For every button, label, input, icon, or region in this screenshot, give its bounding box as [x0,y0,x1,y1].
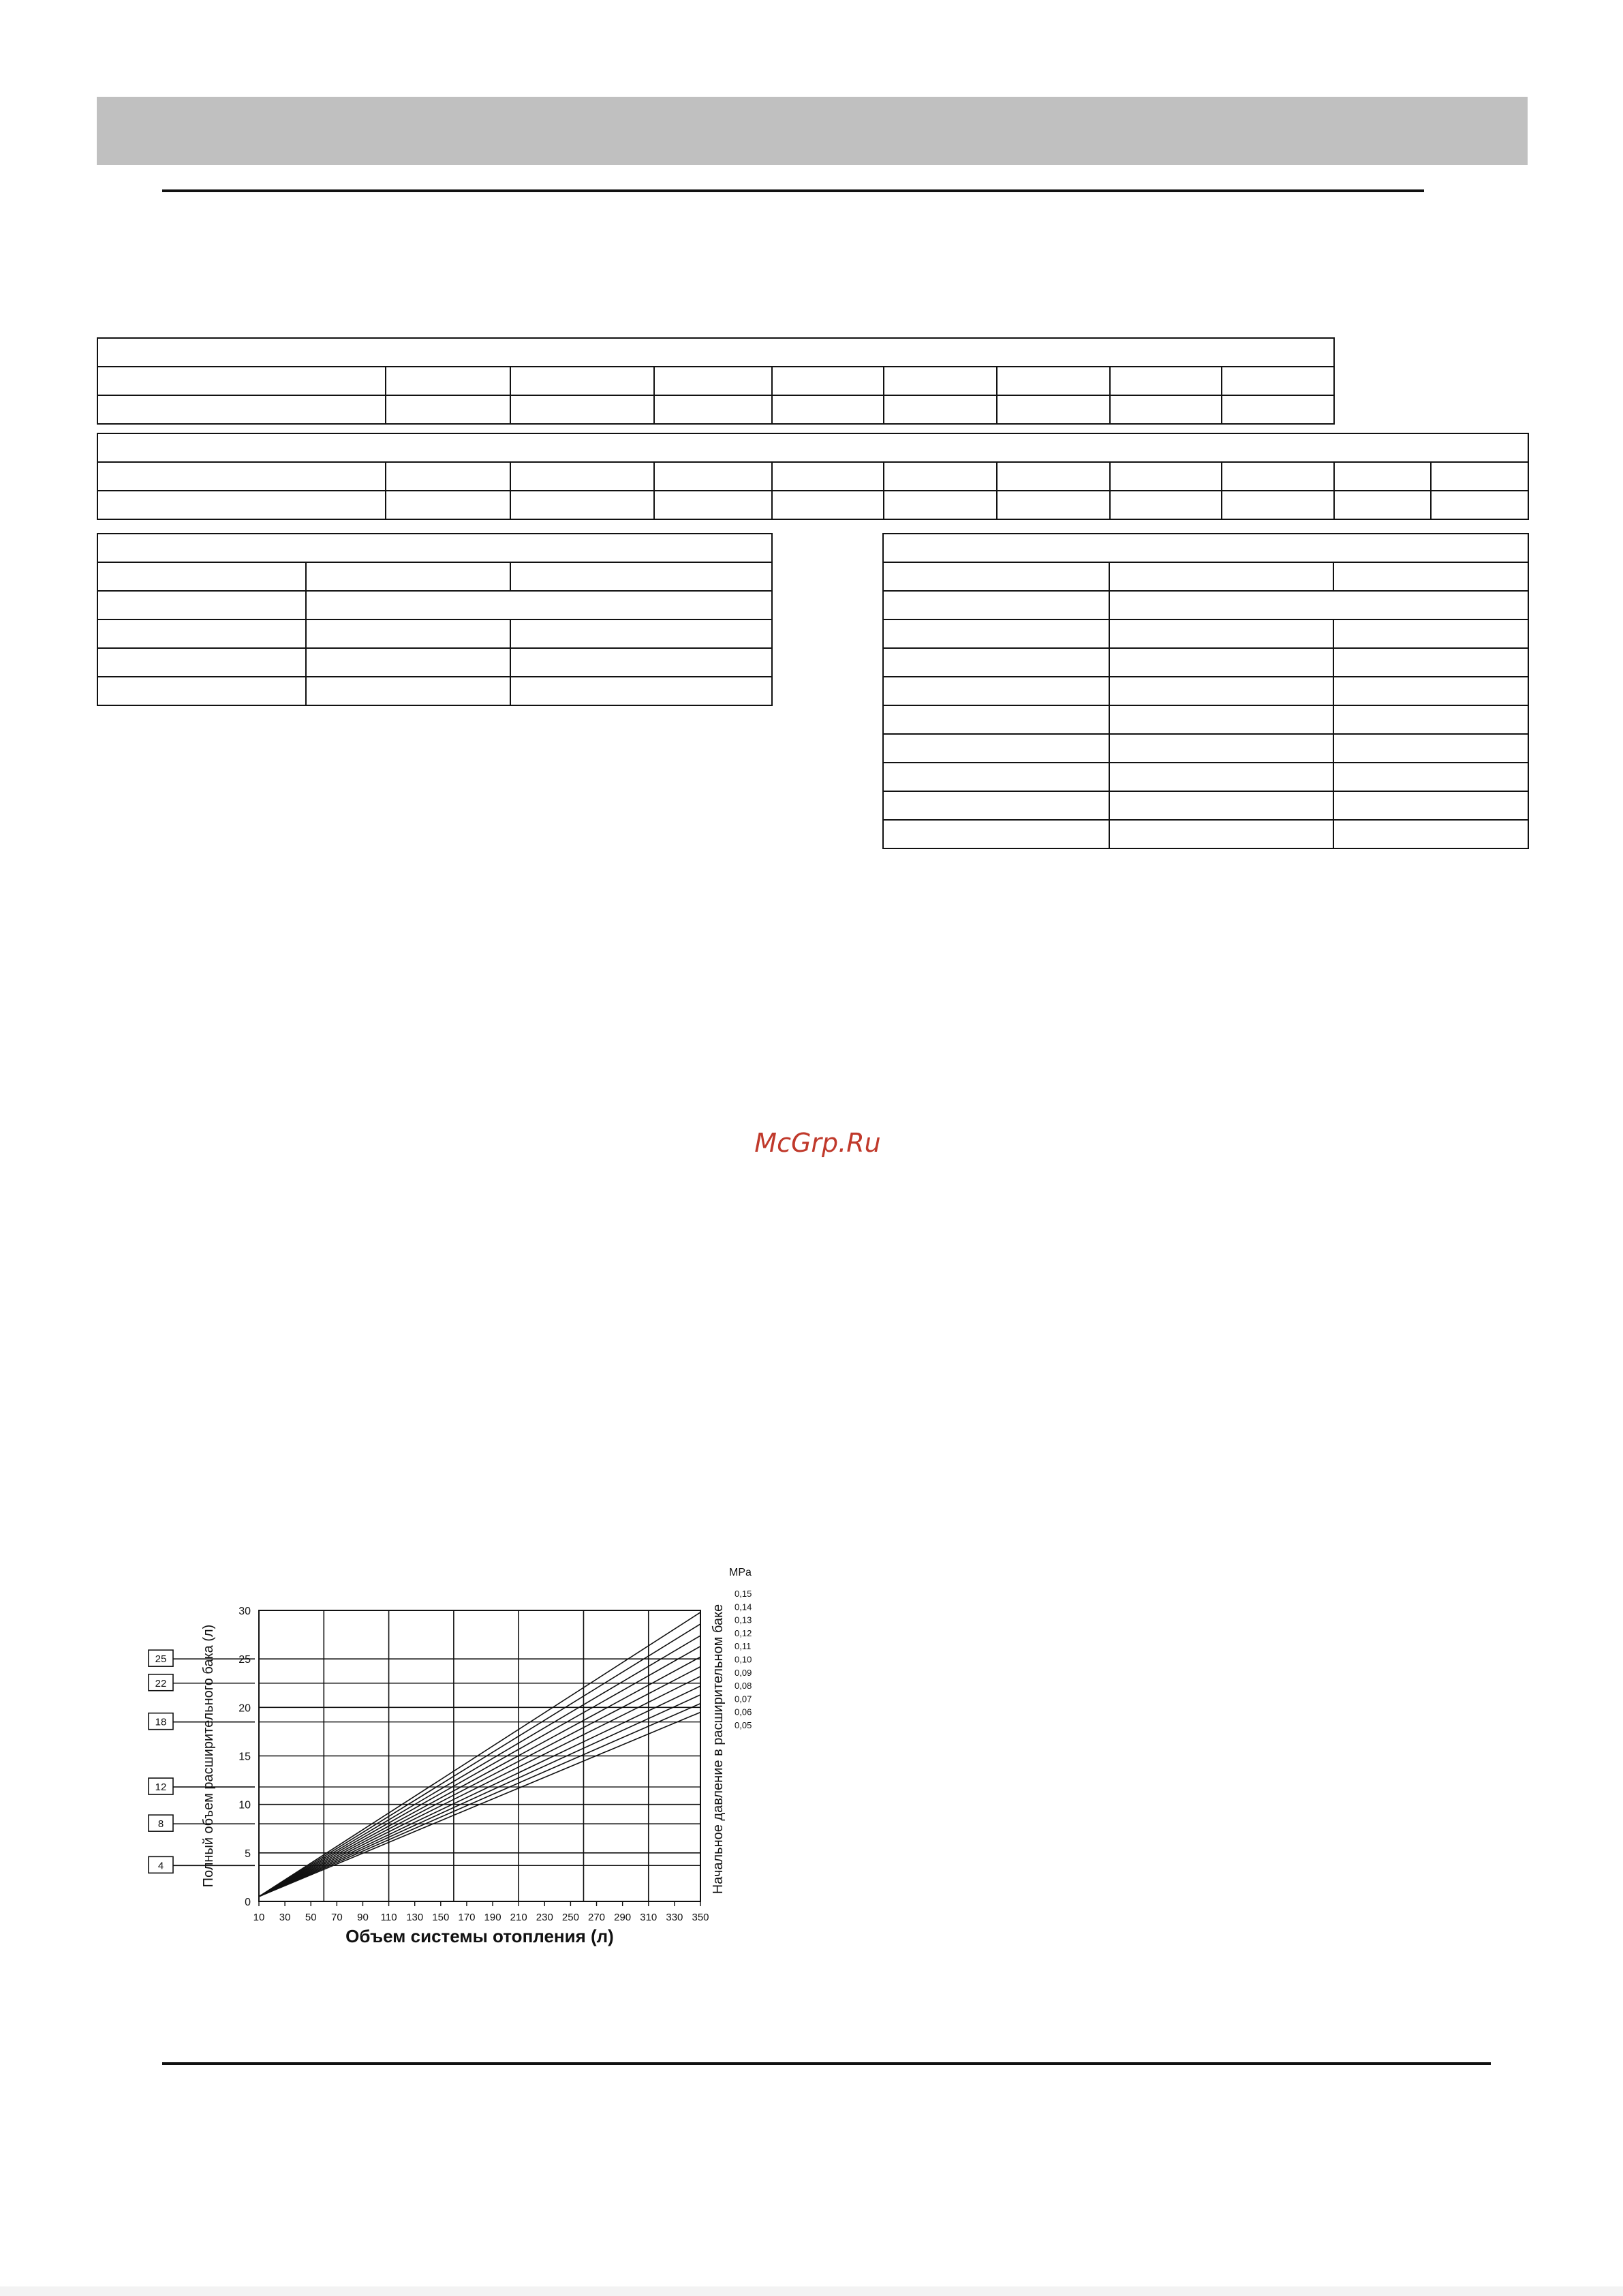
table-cell [97,395,386,424]
table-cell [1333,791,1528,820]
x-tick-label: 230 [536,1912,553,1923]
x-tick-label: 250 [561,1912,579,1923]
table-cell [510,648,772,677]
table-cell [884,367,997,395]
tank-size-label: 18 [155,1716,167,1728]
table-cell [510,367,654,395]
table-cell [306,648,510,677]
table-cell [1109,591,1528,619]
table-cell [883,648,1109,677]
series-label: 0,09 [735,1667,752,1678]
table-cell [1109,791,1333,820]
x-tick-label: 330 [666,1912,683,1923]
series-label: 0,13 [735,1614,752,1625]
table-cell [1222,395,1334,424]
series-label: 0,06 [735,1706,752,1717]
series-line [259,1636,700,1897]
table-cell [1110,491,1222,519]
table-cell [884,395,997,424]
table-cell [772,491,884,519]
table-cell [510,491,654,519]
table-cell [883,820,1109,848]
table-cell [1109,562,1333,591]
x-axis-title: Объем системы отопления (л) [345,1926,614,1946]
y-tick-label: 0 [245,1897,251,1908]
table-cell [1109,763,1333,791]
table-cell [654,462,772,491]
table-cell [306,591,772,619]
table-cell [386,462,510,491]
table-cell [97,534,772,562]
table-row [883,791,1528,820]
table-cell [997,395,1110,424]
table-cell [97,562,306,591]
table-row [883,619,1528,648]
table-cell [883,677,1109,705]
watermark: McGrp.Ru [754,1128,881,1158]
table-cell [883,734,1109,763]
x-tick-label: 130 [406,1912,424,1923]
top-rule [162,189,1424,192]
table-row [97,462,1528,491]
x-tick-label: 170 [458,1912,476,1923]
table-cell [1333,763,1528,791]
table-cell [306,619,510,648]
series-line [259,1624,700,1897]
table-row [883,677,1528,705]
series-label: 0,07 [735,1694,752,1704]
table-cell [97,677,306,705]
series-line [259,1704,700,1897]
x-tick-label: 190 [484,1912,501,1923]
table-cell [1333,619,1528,648]
table-row [97,433,1528,462]
table-cell [386,395,510,424]
table-cell [1109,677,1333,705]
table-cell [883,705,1109,734]
table-cell [1431,491,1528,519]
table-cell [1109,648,1333,677]
table-cell [1222,367,1334,395]
table-cell [1333,734,1528,763]
x-tick-label: 270 [588,1912,606,1923]
table-row [97,677,772,705]
x-tick-label: 50 [305,1912,317,1923]
series-label: 0,12 [735,1627,752,1638]
table-cell [997,491,1110,519]
table-cell [883,791,1109,820]
series-label: 0,10 [735,1654,752,1665]
table-cell [1110,395,1222,424]
table-cell [1109,705,1333,734]
table-cell [510,395,654,424]
table-cell [997,367,1110,395]
table-cell [1222,491,1334,519]
x-tick-label: 30 [279,1912,291,1923]
table-cell [772,367,884,395]
table-row [883,534,1528,562]
table-cell [306,677,510,705]
table-cell [97,462,386,491]
x-tick-label: 210 [510,1912,527,1923]
x-tick-label: 110 [380,1912,397,1923]
series-line [259,1667,700,1897]
y-tick-label: 10 [238,1799,251,1811]
table-row [883,648,1528,677]
expansion-tank-chart [136,1561,752,1970]
x-tick-label: 350 [692,1912,709,1923]
table-cell [772,462,884,491]
table-cell [883,619,1109,648]
x-tick-label: 290 [614,1912,632,1923]
series-label: 0,05 [735,1720,752,1730]
y-tick-label: 30 [238,1606,251,1617]
table-cell [1109,734,1333,763]
table-cell [654,395,772,424]
tank-size-label: 12 [155,1781,167,1794]
tank-size-label: 4 [157,1860,164,1872]
series-line [259,1686,700,1897]
table-cell [97,491,386,519]
series-line [259,1647,700,1897]
table-cell [883,562,1109,591]
table-cell [97,367,386,395]
x-tick-label: 10 [253,1912,265,1923]
table-cell [1431,462,1528,491]
table-cell [97,591,306,619]
y-axis-title: Полный объем расширительного бака (л) [201,1624,216,1888]
table-cell [306,562,510,591]
table-cell [386,367,510,395]
table-cell [1334,491,1431,519]
tank-size-label: 8 [157,1818,164,1831]
spec-table-2 [97,433,1529,520]
right-axis-title: Начальное давление в расширительном баке [711,1604,726,1895]
x-tick-label: 90 [357,1912,369,1923]
table-cell [883,591,1109,619]
tank-size-label: 22 [155,1677,167,1689]
table-row [883,734,1528,763]
table-row [883,562,1528,591]
x-tick-label: 70 [331,1912,343,1923]
table-cell [884,491,997,519]
table-cell [1109,619,1333,648]
series-line [259,1612,700,1897]
bottom-rule [162,2062,1491,2065]
table-cell [97,338,1334,367]
table-row [97,591,772,619]
table-row [97,367,1334,395]
table-row [97,562,772,591]
series-label: 0,08 [735,1681,752,1692]
table-row [883,763,1528,791]
spec-table-3 [97,533,773,706]
series-line [259,1677,700,1897]
table-cell [1333,677,1528,705]
y-tick-label: 20 [238,1702,251,1715]
table-cell [1333,648,1528,677]
spec-table-4 [882,533,1529,849]
table-row [97,491,1528,519]
table-cell [654,367,772,395]
table-cell [884,462,997,491]
table-cell [883,763,1109,791]
table-cell [97,433,1528,462]
table-row [97,648,772,677]
series-label: 0,11 [735,1641,752,1652]
x-tick-label: 150 [432,1912,450,1923]
series-label: 0,15 [735,1589,752,1599]
table-row [97,395,1334,424]
table-cell [997,462,1110,491]
y-tick-label: 25 [238,1654,251,1666]
header-band [97,97,1528,165]
bottom-strip [0,2286,1623,2296]
table-cell [1333,820,1528,848]
table-cell [1333,562,1528,591]
table-cell [1333,705,1528,734]
table-cell [772,395,884,424]
table-row [97,338,1334,367]
tank-size-label: 25 [155,1653,167,1666]
table-row [883,820,1528,848]
table-cell [97,648,306,677]
table-row [883,705,1528,734]
table-cell [510,462,654,491]
x-tick-label: 310 [640,1912,658,1923]
table-cell [1222,462,1334,491]
table-cell [1110,367,1222,395]
table-cell [1110,462,1222,491]
table-cell [510,619,772,648]
table-cell [97,619,306,648]
table-cell [654,491,772,519]
y-tick-label: 15 [238,1751,251,1763]
table-cell [510,677,772,705]
table-cell [1334,462,1431,491]
table-row [883,591,1528,619]
series-label: 0,14 [735,1602,752,1612]
series-line [259,1695,700,1897]
table-cell [510,562,772,591]
table-cell [386,491,510,519]
table-row [97,619,772,648]
y-tick-label: 5 [245,1848,251,1860]
table-cell [1109,820,1333,848]
table-row [97,534,772,562]
table-cell [883,534,1528,562]
unit-label: MPa [729,1567,752,1578]
series-line [259,1657,700,1897]
spec-table-1 [97,337,1335,425]
